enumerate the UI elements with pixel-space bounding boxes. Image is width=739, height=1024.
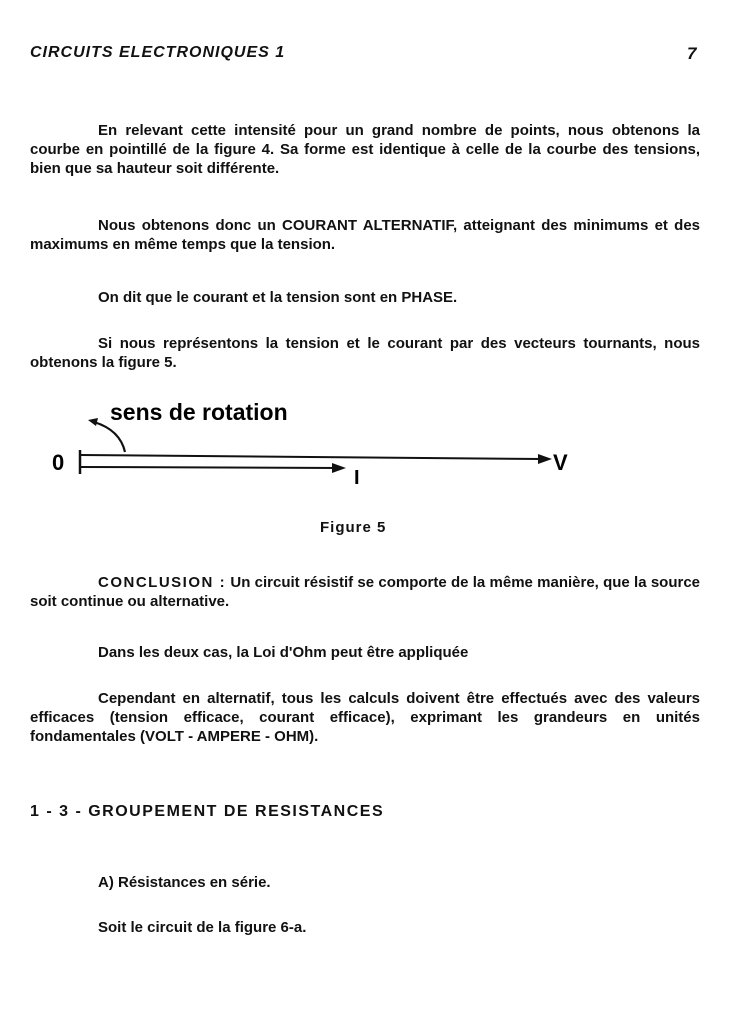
origin-label: 0 [52,450,65,475]
voltage-label: V [553,450,568,475]
current-arrowhead-icon [332,463,346,473]
paragraph-conclusion: CONCLUSION : Un circuit résistif se comporte de la même manière, que la source soit continue ou alternative. [30,574,701,610]
paragraph-rms-values: Cependant en alternatif, tous les calculs doivent être effectués avec des valeurs efficaces (tension efficace, courant efficace), exprimant les grandeurs en unités fondamentales (VOLT - AMPERE - OHM). [30,690,700,745]
paragraph-vectors: Si nous représentons la tension et le courant par des vecteurs tournants, nous obtenons la figure 5. [30,335,700,371]
voltage-vector [80,455,542,459]
section-heading: 1 - 3 - GROUPEMENT DE RESISTANCES [30,803,385,820]
paragraph-phase: On dit que le courant et la tension sont en PHASE. [98,289,458,306]
current-vector [80,467,340,468]
conclusion-lead: CONCLUSION : [98,574,227,591]
rotation-arrow-icon [94,422,125,452]
rotation-label: sens de rotation [110,399,288,425]
current-label: I [354,467,360,489]
paragraph-ohms-law: Dans les deux cas, la Loi d'Ohm peut être appliquée [98,644,469,661]
rotation-arrowhead-icon [88,418,98,426]
voltage-arrowhead-icon [538,454,552,464]
paragraph-figure-6a: Soit le circuit de la figure 6-a. [98,919,307,936]
book-title: CIRCUITS ELECTRONIQUES 1 [30,44,286,61]
paragraph-intensity: En relevant cette intensité pour un grand nombre de points, nous obtenons la courbe en pointillé de la figure 4. Sa forme est identique à celle de la courbe des tensions, bien que sa hauteur soit différente. [30,122,700,177]
page-number: 7 [687,44,697,63]
subsection-heading: A) Résistances en série. [98,874,271,891]
figure-5-caption: Figure 5 [320,519,387,536]
paragraph-alternating-current: Nous obtenons donc un COURANT ALTERNATIF, atteignant des minimums et des maximums en même temps que la tension. [30,217,700,253]
figure-5-phasor-diagram [50,392,590,492]
